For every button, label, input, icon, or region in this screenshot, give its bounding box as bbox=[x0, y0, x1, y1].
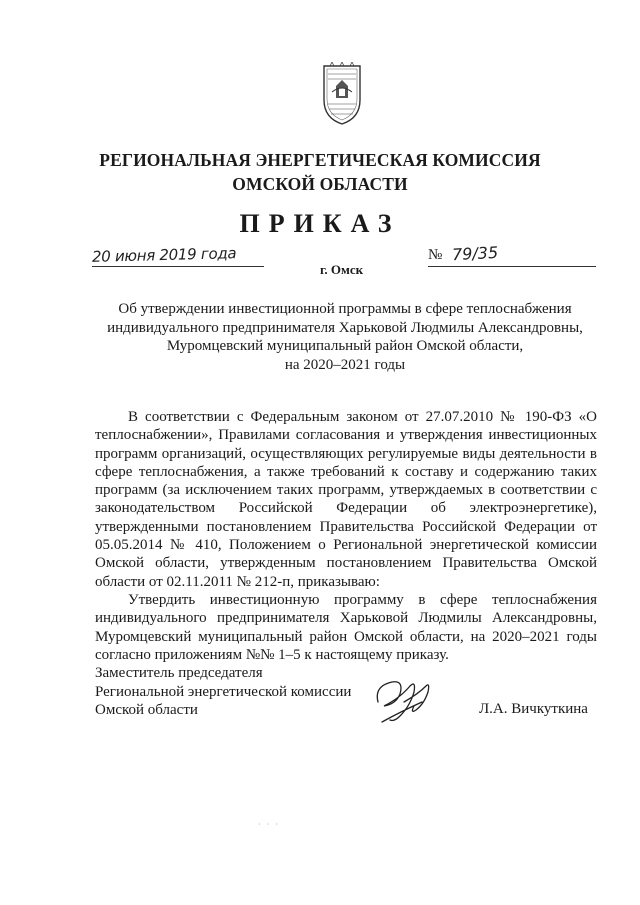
signatory-name: Л.А. Вичкуткина bbox=[479, 701, 588, 717]
handwritten-date: 20 июня 2019 года bbox=[91, 244, 237, 266]
preamble-paragraph: В соответствии с Федеральным законом от 27.07.2010 № 190-ФЗ «О теплоснабжении», Правилами согласования и утверждения инвестиционных программ организаций, осуществляющих регулируемые виды деятельности в сфере теплоснабжения, а также требований к составу и содержанию таких программ (за исключением таких программ, утверждаемых в соответствии с законодательством Российской Федерации об электроэнергетике), утвержденными постановлением Правительства Российской Федерации от 05.05.2014 № 410, Положением о Региональной энергетической комиссии Омской области, утвержденным постановлением Правительства Омской области от 02.11.2011 № 212-п, приказываю: bbox=[95, 409, 597, 590]
organization-name-line2: ОМСКОЙ ОБЛАСТИ bbox=[232, 174, 408, 194]
position-line: Региональной энергетической комиссии bbox=[95, 683, 352, 700]
position-line: Заместитель председателя bbox=[95, 665, 263, 681]
subject-line: Об утверждении инвестиционной программы в сфере теплоснабжения bbox=[118, 301, 572, 317]
order-body bbox=[95, 408, 597, 664]
signatory-position bbox=[95, 664, 351, 720]
document-title: ПРИКАЗ bbox=[239, 209, 401, 238]
city-label: г. Омск bbox=[320, 262, 364, 277]
number-underline bbox=[428, 266, 596, 267]
subject-line: Муромцевский муниципальный район Омской области, bbox=[166, 338, 524, 354]
scan-artifacts: · · · bbox=[258, 820, 280, 829]
subject-line: на 2020–2021 годы bbox=[284, 356, 406, 373]
resolution-paragraph: Утвердить инвестиционную программу в сфере теплоснабжения индивидуального предпринимателя Харьковой Людмилы Александровны, Муромцевский муниципальный район Омской области, на 2020–2021 годы согласно приложениям №№ 1–5 к настоящему приказу. bbox=[95, 591, 597, 663]
position-line: Омской области bbox=[95, 702, 198, 718]
omsk-coat-of-arms-icon bbox=[318, 62, 366, 126]
subject-line: индивидуального предпринимателя Харьковой Людмилы Александровны, bbox=[107, 319, 583, 336]
date-underline bbox=[92, 266, 264, 267]
handwritten-number: 79/35 bbox=[451, 242, 499, 265]
organization-name-line1: РЕГИОНАЛЬНАЯ ЭНЕРГЕТИЧЕСКАЯ КОМИССИЯ bbox=[99, 150, 541, 170]
handwritten-signature-icon bbox=[370, 672, 440, 728]
number-sign: № bbox=[428, 247, 443, 263]
order-subject bbox=[95, 300, 595, 374]
